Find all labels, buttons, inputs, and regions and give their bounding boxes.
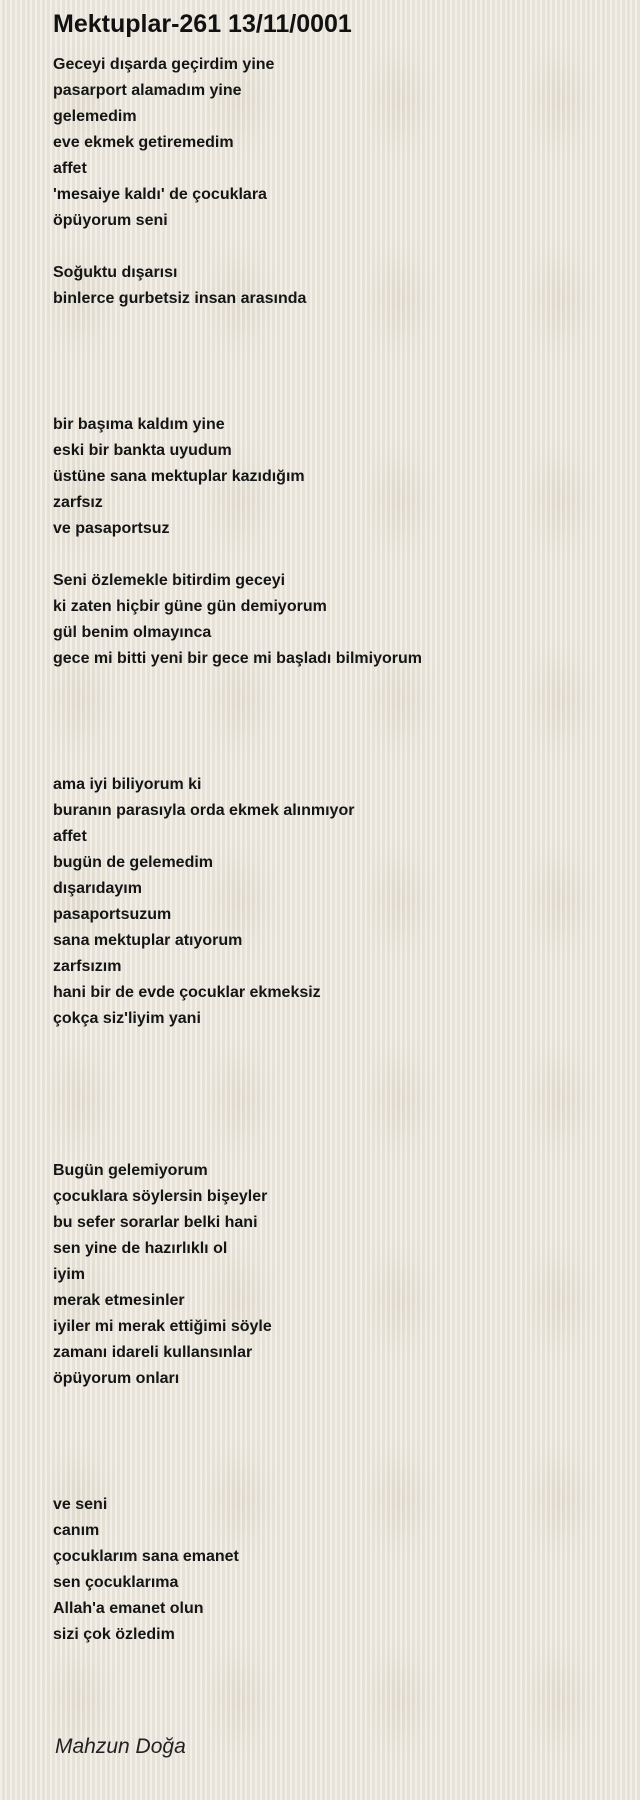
poem-line: çocuklara söylersin bişeyler bbox=[53, 1188, 268, 1205]
poem-line: zarfsızım bbox=[53, 958, 122, 975]
poem-line: sizi çok özledim bbox=[53, 1626, 175, 1643]
poem-line: zamanı idareli kullansınlar bbox=[53, 1344, 253, 1361]
stanza bbox=[53, 1158, 422, 1392]
stanza-break bbox=[53, 672, 422, 772]
poem-line: zarfsız bbox=[53, 494, 103, 511]
poem-line: ki zaten hiçbir güne gün demiyorum bbox=[53, 598, 327, 615]
poem-line: 'mesaiye kaldı' de çocuklara bbox=[53, 186, 267, 203]
stanza bbox=[53, 52, 422, 234]
poem-line: merak etmesinler bbox=[53, 1292, 185, 1309]
poem-line: gece mi bitti yeni bir gece mi başladı bilmiyorum bbox=[53, 650, 422, 667]
poem-line: dışarıdayım bbox=[53, 880, 142, 897]
stanza-break bbox=[53, 1392, 422, 1492]
poem-line: bugün de gelemedim bbox=[53, 854, 214, 871]
poem-line: sen çocuklarıma bbox=[53, 1574, 179, 1591]
stanza-break bbox=[53, 1032, 422, 1158]
poem-line: sen yine de hazırlıklı ol bbox=[53, 1240, 228, 1257]
poem-line: Soğuktu dışarısı bbox=[53, 264, 178, 281]
stanza bbox=[53, 412, 422, 542]
poem-line: buranın parasıyla orda ekmek alınmıyor bbox=[53, 802, 355, 819]
poem-line: affet bbox=[53, 828, 87, 845]
poem-line: eve ekmek getiremedim bbox=[53, 134, 234, 151]
poem-line: Geceyi dışarda geçirdim yine bbox=[53, 56, 275, 73]
stanza-break bbox=[53, 542, 422, 568]
poem-line: sana mektuplar atıyorum bbox=[53, 932, 243, 949]
poem-line: Allah'a emanet olun bbox=[53, 1600, 204, 1617]
poem-line: çocuklarım sana emanet bbox=[53, 1548, 239, 1565]
poem-line: Bugün gelemiyorum bbox=[53, 1162, 208, 1179]
stanza bbox=[53, 568, 422, 672]
poem-line: ve pasaportsuz bbox=[53, 520, 170, 537]
poem-line: canım bbox=[53, 1522, 100, 1539]
stanza bbox=[53, 1492, 422, 1648]
poem-line: iyiler mi merak ettiğimi söyle bbox=[53, 1318, 272, 1335]
poem-line: binlerce gurbetsiz insan arasında bbox=[53, 290, 307, 307]
stanza-break bbox=[53, 312, 422, 412]
poem-line: hani bir de evde çocuklar ekmeksiz bbox=[53, 984, 321, 1001]
poem-line: çokça siz'liyim yani bbox=[53, 1010, 201, 1027]
poem-line: öpüyorum seni bbox=[53, 212, 168, 229]
poem-body bbox=[53, 52, 422, 1648]
stanza bbox=[53, 260, 422, 312]
poem-author: Mahzun Doğa bbox=[55, 1735, 186, 1758]
poem-line: Seni özlemekle bitirdim geceyi bbox=[53, 572, 286, 589]
poem-line: bu sefer sorarlar belki hani bbox=[53, 1214, 258, 1231]
poem-line: gül benim olmayınca bbox=[53, 624, 212, 641]
poem-line: pasarport alamadım yine bbox=[53, 82, 242, 99]
poem-line: pasaportsuzum bbox=[53, 906, 172, 923]
stanza-break bbox=[53, 234, 422, 260]
poem-title: Mektuplar-261 13/11/0001 bbox=[53, 10, 352, 38]
poem-line: eski bir bankta uyudum bbox=[53, 442, 232, 459]
poem-line: bir başıma kaldım yine bbox=[53, 416, 225, 433]
stanza bbox=[53, 772, 422, 1032]
poem-line: affet bbox=[53, 160, 87, 177]
poem-line: üstüne sana mektuplar kazıdığım bbox=[53, 468, 305, 485]
poem-line: öpüyorum onları bbox=[53, 1370, 180, 1387]
poem-line: ve seni bbox=[53, 1496, 108, 1513]
poem-line: gelemedim bbox=[53, 108, 137, 125]
poem-line: iyim bbox=[53, 1266, 86, 1283]
poem-line: ama iyi biliyorum ki bbox=[53, 776, 202, 793]
